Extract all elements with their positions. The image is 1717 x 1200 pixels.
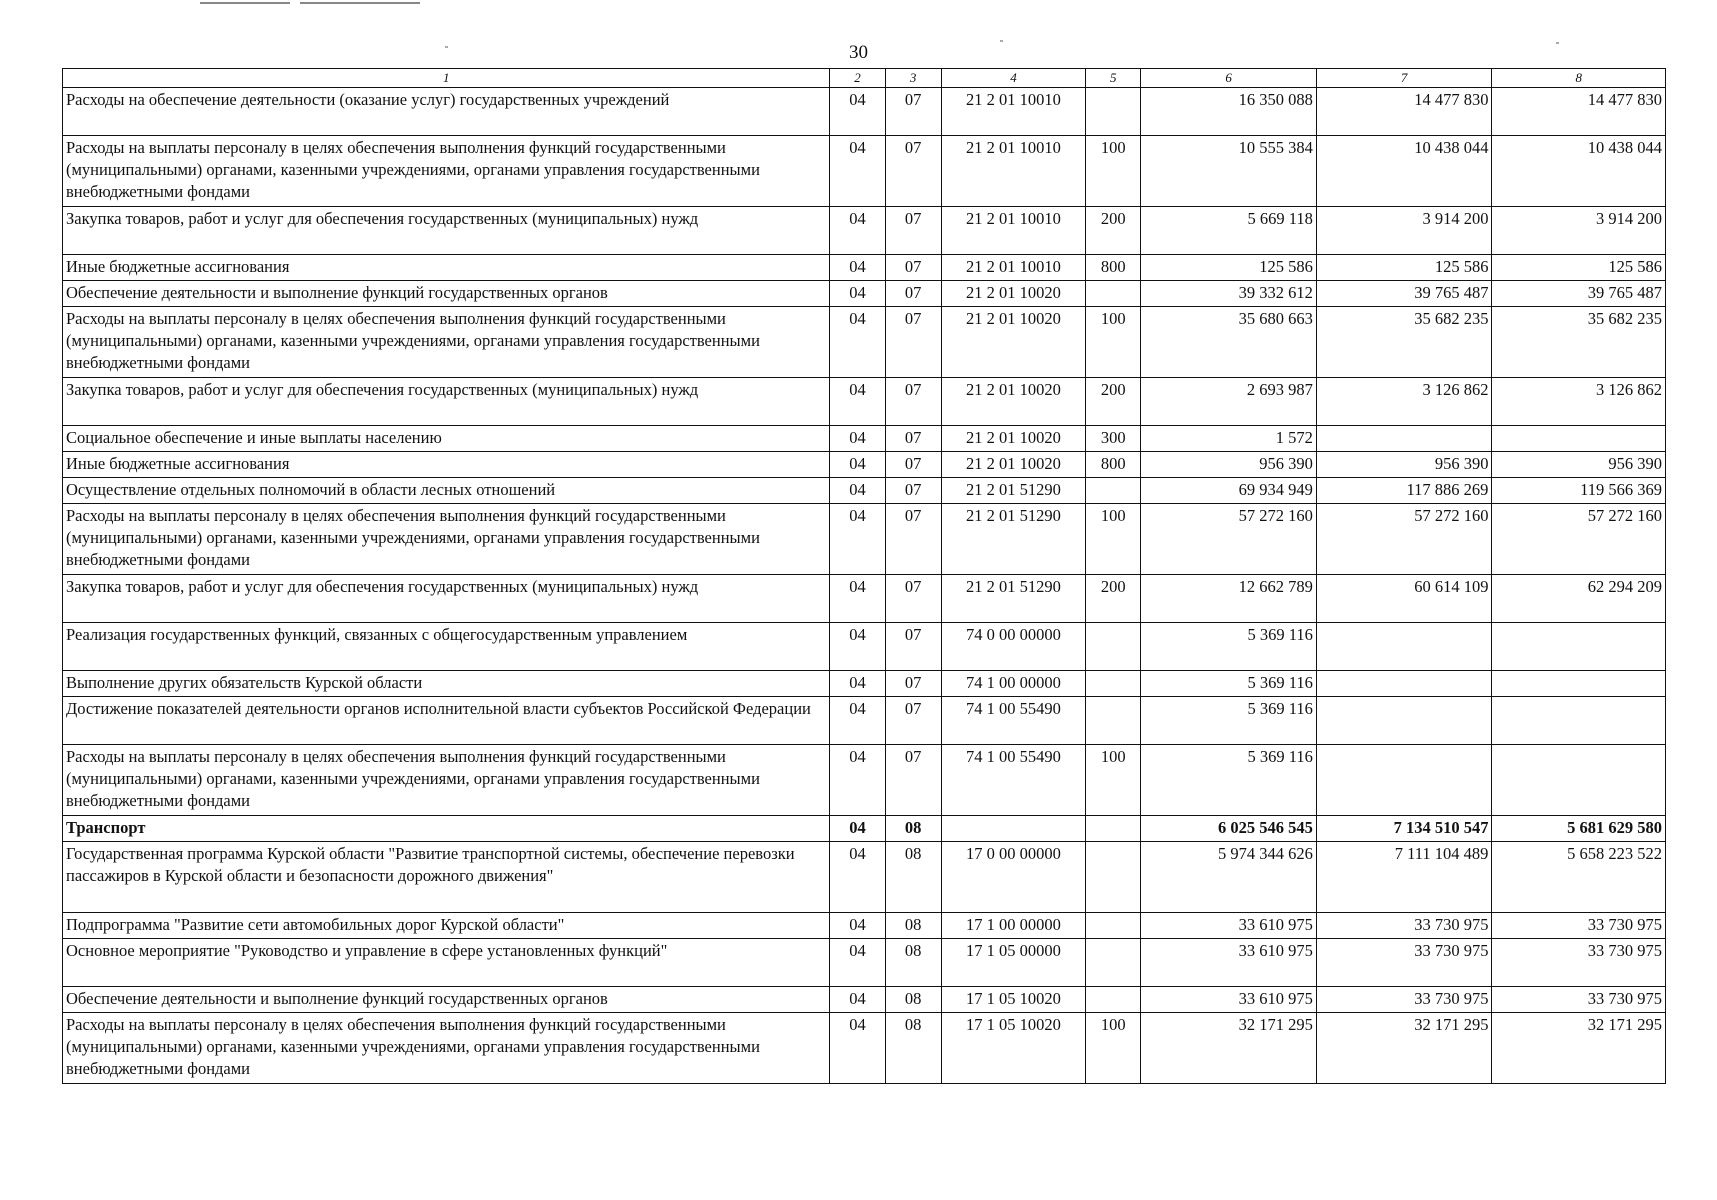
subsection-code-cell: 07 [885,623,941,671]
amount-col8-cell [1492,745,1666,816]
amount-col6-cell: 12 662 789 [1141,575,1317,623]
subsection-code-cell: 07 [885,452,941,478]
amount-col8-cell: 5 658 223 522 [1492,842,1666,913]
target-article-cell: 21 2 01 10020 [941,452,1085,478]
subsection-code-cell: 07 [885,136,941,207]
subsection-code-cell: 08 [885,816,941,842]
table-row [63,697,1666,745]
scan-artifact [200,2,290,4]
table-row [63,207,1666,255]
amount-col7-cell: 14 477 830 [1316,88,1492,136]
expense-name-cell: Достижение показателей деятельности органов исполнительной власти субъектов Российской Федерации [63,697,830,745]
expense-type-cell [1086,913,1141,939]
expense-type-cell: 100 [1086,504,1141,575]
table-row [63,136,1666,207]
section-code-cell: 04 [830,623,885,671]
table-row [63,281,1666,307]
expense-name-cell: Закупка товаров, работ и услуг для обеспечения государственных (муниципальных) нужд [63,378,830,426]
target-article-cell: 21 2 01 10010 [941,88,1085,136]
amount-col7-cell: 10 438 044 [1316,136,1492,207]
budget-table [62,68,1666,1084]
expense-name-cell: Закупка товаров, работ и услуг для обеспечения государственных (муниципальных) нужд [63,575,830,623]
target-article-cell: 21 2 01 10020 [941,426,1085,452]
expense-name-cell: Реализация государственных функций, связанных с общегосударственным управлением [63,623,830,671]
section-code-cell: 04 [830,745,885,816]
amount-col8-cell: 33 730 975 [1492,939,1666,987]
target-article-cell: 74 1 00 55490 [941,745,1085,816]
expense-type-cell [1086,987,1141,1013]
expense-type-cell: 200 [1086,378,1141,426]
expense-type-cell [1086,697,1141,745]
table-row [63,88,1666,136]
amount-col7-cell: 60 614 109 [1316,575,1492,623]
amount-col8-cell: 10 438 044 [1492,136,1666,207]
section-code-cell: 04 [830,939,885,987]
expense-name-cell: Расходы на обеспечение деятельности (оказание услуг) государственных учреждений [63,88,830,136]
amount-col7-cell [1316,426,1492,452]
target-article-cell: 21 2 01 10010 [941,136,1085,207]
table-row [63,987,1666,1013]
section-code-cell: 04 [830,697,885,745]
column-header: 5 [1086,69,1141,88]
expense-type-cell [1086,623,1141,671]
expense-type-cell: 100 [1086,136,1141,207]
amount-col6-cell: 956 390 [1141,452,1317,478]
table-row [63,452,1666,478]
amount-col6-cell: 57 272 160 [1141,504,1317,575]
expense-type-cell: 200 [1086,207,1141,255]
subsection-code-cell: 08 [885,842,941,913]
subsection-code-cell: 07 [885,378,941,426]
amount-col8-cell: 5 681 629 580 [1492,816,1666,842]
subsection-code-cell: 07 [885,307,941,378]
target-article-cell: 17 1 05 00000 [941,939,1085,987]
amount-col7-cell: 35 682 235 [1316,307,1492,378]
subsection-code-cell: 07 [885,504,941,575]
expense-name-cell: Расходы на выплаты персоналу в целях обеспечения выполнения функций государственными (муниципальными) органами, казенными учреждениями, органами управления государственными внебюджетными фондами [63,136,830,207]
subsection-code-cell: 07 [885,697,941,745]
target-article-cell: 74 1 00 00000 [941,671,1085,697]
expense-type-cell [1086,88,1141,136]
table-row [63,1013,1666,1084]
expense-name-cell: Расходы на выплаты персоналу в целях обеспечения выполнения функций государственными (муниципальными) органами, казенными учреждениями, органами управления государственными внебюджетными фондами [63,504,830,575]
column-header: 3 [885,69,941,88]
subsection-code-cell: 07 [885,478,941,504]
amount-col7-cell: 125 586 [1316,255,1492,281]
amount-col8-cell [1492,623,1666,671]
subsection-code-cell: 07 [885,255,941,281]
amount-col6-cell: 16 350 088 [1141,88,1317,136]
target-article-cell: 17 1 05 10020 [941,1013,1085,1084]
subsection-code-cell: 07 [885,575,941,623]
section-code-cell: 04 [830,281,885,307]
table-row [63,478,1666,504]
section-code-cell: 04 [830,987,885,1013]
amount-col8-cell: 119 566 369 [1492,478,1666,504]
amount-col6-cell: 5 369 116 [1141,623,1317,671]
target-article-cell: 21 2 01 10020 [941,307,1085,378]
section-code-cell: 04 [830,207,885,255]
column-header: 6 [1141,69,1317,88]
target-article-cell: 21 2 01 10020 [941,281,1085,307]
table-row [63,255,1666,281]
amount-col7-cell: 57 272 160 [1316,504,1492,575]
subsection-code-cell: 07 [885,671,941,697]
table-row [63,939,1666,987]
target-article-cell: 21 2 01 10010 [941,255,1085,281]
amount-col7-cell: 3 914 200 [1316,207,1492,255]
column-number-header-row [63,69,1666,88]
expense-name-cell: Осуществление отдельных полномочий в области лесных отношений [63,478,830,504]
table-row [63,745,1666,816]
expense-type-cell: 100 [1086,745,1141,816]
section-code-cell: 04 [830,88,885,136]
target-article-cell: 21 2 01 51290 [941,504,1085,575]
table-row [63,842,1666,913]
amount-col6-cell: 125 586 [1141,255,1317,281]
amount-col7-cell: 7 111 104 489 [1316,842,1492,913]
expense-type-cell [1086,671,1141,697]
amount-col8-cell: 33 730 975 [1492,913,1666,939]
target-article-cell: 74 1 00 55490 [941,697,1085,745]
table-row [63,378,1666,426]
amount-col7-cell [1316,745,1492,816]
subsection-code-cell: 07 [885,281,941,307]
amount-col7-cell: 956 390 [1316,452,1492,478]
expense-name-cell: Основное мероприятие "Руководство и управление в сфере установленных функций" [63,939,830,987]
amount-col8-cell: 57 272 160 [1492,504,1666,575]
expense-name-cell: Транспорт [63,816,830,842]
subsection-code-cell: 08 [885,987,941,1013]
subsection-code-cell: 07 [885,745,941,816]
expense-type-cell: 100 [1086,307,1141,378]
target-article-cell: 21 2 01 51290 [941,575,1085,623]
subsection-code-cell: 08 [885,913,941,939]
section-code-cell: 04 [830,671,885,697]
section-code-cell: 04 [830,1013,885,1084]
amount-col8-cell: 125 586 [1492,255,1666,281]
column-header: 4 [941,69,1085,88]
amount-col8-cell: 14 477 830 [1492,88,1666,136]
table-row [63,913,1666,939]
amount-col6-cell: 2 693 987 [1141,378,1317,426]
expense-type-cell: 200 [1086,575,1141,623]
expense-type-cell: 800 [1086,452,1141,478]
amount-col6-cell: 39 332 612 [1141,281,1317,307]
amount-col7-cell [1316,623,1492,671]
section-code-cell: 04 [830,913,885,939]
subsection-code-cell: 07 [885,88,941,136]
amount-col8-cell: 62 294 209 [1492,575,1666,623]
amount-col8-cell: 32 171 295 [1492,1013,1666,1084]
amount-col8-cell: 956 390 [1492,452,1666,478]
expense-type-cell [1086,816,1141,842]
expense-type-cell: 800 [1086,255,1141,281]
amount-col6-cell: 69 934 949 [1141,478,1317,504]
amount-col7-cell: 39 765 487 [1316,281,1492,307]
amount-col7-cell: 7 134 510 547 [1316,816,1492,842]
column-header: 1 [63,69,830,88]
amount-col6-cell: 32 171 295 [1141,1013,1317,1084]
amount-col8-cell [1492,671,1666,697]
amount-col6-cell: 33 610 975 [1141,987,1317,1013]
target-article-cell: 17 0 00 00000 [941,842,1085,913]
section-code-cell: 04 [830,842,885,913]
table-row [63,671,1666,697]
amount-col6-cell: 33 610 975 [1141,913,1317,939]
expense-name-cell: Расходы на выплаты персоналу в целях обеспечения выполнения функций государственными (муниципальными) органами, казенными учреждениями, органами управления государственными внебюджетными фондами [63,745,830,816]
expense-type-cell: 300 [1086,426,1141,452]
target-article-cell: 17 1 00 00000 [941,913,1085,939]
amount-col6-cell: 5 369 116 [1141,671,1317,697]
amount-col7-cell: 3 126 862 [1316,378,1492,426]
page-number: 30 [849,42,868,63]
section-code-cell: 04 [830,255,885,281]
amount-col8-cell: 3 126 862 [1492,378,1666,426]
amount-col7-cell: 33 730 975 [1316,987,1492,1013]
expense-name-cell: Иные бюджетные ассигнования [63,452,830,478]
section-code-cell: 04 [830,478,885,504]
expense-name-cell: Обеспечение деятельности и выполнение функций государственных органов [63,987,830,1013]
expense-name-cell: Выполнение других обязательств Курской области [63,671,830,697]
target-article-cell: 21 2 01 10010 [941,207,1085,255]
amount-col6-cell: 5 669 118 [1141,207,1317,255]
expense-name-cell: Обеспечение деятельности и выполнение функций государственных органов [63,281,830,307]
amount-col7-cell: 33 730 975 [1316,913,1492,939]
amount-col6-cell: 5 369 116 [1141,745,1317,816]
subsection-code-cell: 08 [885,1013,941,1084]
subsection-code-cell: 07 [885,426,941,452]
expense-name-cell: Иные бюджетные ассигнования [63,255,830,281]
section-code-cell: 04 [830,504,885,575]
section-code-cell: 04 [830,575,885,623]
amount-col6-cell: 33 610 975 [1141,939,1317,987]
target-article-cell: 74 0 00 00000 [941,623,1085,671]
amount-col7-cell [1316,697,1492,745]
expense-name-cell: Подпрограмма "Развитие сети автомобильных дорог Курской области" [63,913,830,939]
amount-col6-cell: 1 572 [1141,426,1317,452]
expense-type-cell [1086,842,1141,913]
amount-col8-cell: 3 914 200 [1492,207,1666,255]
column-header: 2 [830,69,885,88]
expense-type-cell [1086,281,1141,307]
subsection-code-cell: 07 [885,207,941,255]
target-article-cell: 21 2 01 10020 [941,378,1085,426]
amount-col6-cell: 5 369 116 [1141,697,1317,745]
expense-type-cell [1086,478,1141,504]
expense-name-cell: Государственная программа Курской области "Развитие транспортной системы, обеспечение перевозки пассажиров в Курской области и безопасности дорожного движения" [63,842,830,913]
table-row [63,426,1666,452]
target-article-cell [941,816,1085,842]
section-code-cell: 04 [830,426,885,452]
amount-col6-cell: 6 025 546 545 [1141,816,1317,842]
amount-col6-cell: 10 555 384 [1141,136,1317,207]
table-row [63,575,1666,623]
section-code-cell: 04 [830,816,885,842]
table-row [63,504,1666,575]
amount-col8-cell: 33 730 975 [1492,987,1666,1013]
table-row-section-total [63,816,1666,842]
section-code-cell: 04 [830,378,885,426]
amount-col7-cell: 117 886 269 [1316,478,1492,504]
expense-name-cell: Расходы на выплаты персоналу в целях обеспечения выполнения функций государственными (муниципальными) органами, казенными учреждениями, органами управления государственными внебюджетными фондами [63,1013,830,1084]
amount-col7-cell: 33 730 975 [1316,939,1492,987]
section-code-cell: 04 [830,452,885,478]
amount-col8-cell: 35 682 235 [1492,307,1666,378]
expense-name-cell: Закупка товаров, работ и услуг для обеспечения государственных (муниципальных) нужд [63,207,830,255]
section-code-cell: 04 [830,307,885,378]
scan-artifact [300,2,420,4]
amount-col6-cell: 35 680 663 [1141,307,1317,378]
expense-name-cell: Расходы на выплаты персоналу в целях обеспечения выполнения функций государственными (муниципальными) органами, казенными учреждениями, органами управления государственными внебюджетными фондами [63,307,830,378]
subsection-code-cell: 08 [885,939,941,987]
amount-col8-cell: 39 765 487 [1492,281,1666,307]
expense-type-cell: 100 [1086,1013,1141,1084]
target-article-cell: 21 2 01 51290 [941,478,1085,504]
column-header: 7 [1316,69,1492,88]
amount-col6-cell: 5 974 344 626 [1141,842,1317,913]
table-row [63,623,1666,671]
expense-name-cell: Социальное обеспечение и иные выплаты населению [63,426,830,452]
expense-type-cell [1086,939,1141,987]
target-article-cell: 17 1 05 10020 [941,987,1085,1013]
column-header: 8 [1492,69,1666,88]
table-row [63,307,1666,378]
amount-col7-cell [1316,671,1492,697]
section-code-cell: 04 [830,136,885,207]
amount-col8-cell [1492,697,1666,745]
amount-col7-cell: 32 171 295 [1316,1013,1492,1084]
amount-col8-cell [1492,426,1666,452]
